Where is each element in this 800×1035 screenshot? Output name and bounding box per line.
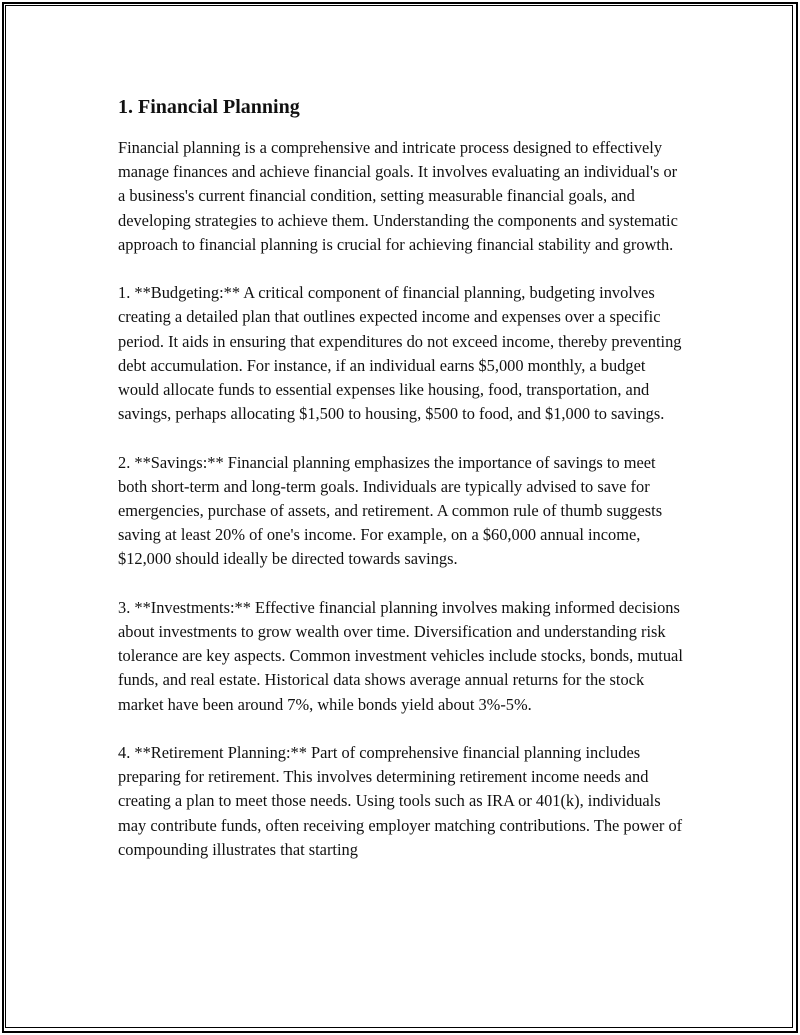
document-body [118,94,686,886]
savings-paragraph: 2. **Savings:** Financial planning emphasizes the importance of savings to meet both short-term and long-term goals. Individuals are typically advised to save for emergencies, purchase of assets, and retirement. A common rule of thumb suggests saving at least 20% of one's income. For example, on a $60,000 annual income, $12,000 should ideally be directed towards savings. [118,452,663,569]
intro-paragraph: Financial planning is a comprehensive and intricate process designed to effectively manage finances and achieve financial goals. It involves evaluating an individual's or a business's current financial condition, setting measurable financial goals, and developing strategies to achieve them. Understanding the components and systematic approach to financial planning is crucial for achieving financial stability and growth. [118,138,678,254]
section-heading: 1. Financial Planning [118,96,300,118]
investments-paragraph: 3. **Investments:** Effective financial planning involves making informed decisions about investments to grow wealth over time. Diversification and understanding risk tolerance are key aspects. Common investment vehicles include stocks, bonds, mutual funds, and real estate. Historical data shows average annual returns for the stock market have been around 7%, while bonds yield about 3%-5%. [118,597,683,714]
budgeting-paragraph: 1. **Budgeting:** A critical component of financial planning, budgeting involves creating a detailed plan that outlines expected income and expenses over a specific period. It aids in ensuring that expenditures do not exceed income, thereby preventing debt accumulation. For instance, if an individual earns $5,000 monthly, a budget would allocate funds to essential expenses like housing, food, transportation, and savings, perhaps allocating $1,500 to housing, $500 to food, and $1,000 to savings. [118,283,682,424]
retirement-paragraph: 4. **Retirement Planning:** Part of comprehensive financial planning includes preparing for retirement. This involves determining retirement income needs and creating a plan to meet those needs. Using tools such as IRA or 401(k), individuals may contribute funds, often receiving employer matching contributions. The power of compounding illustrates that starting [118,743,683,859]
